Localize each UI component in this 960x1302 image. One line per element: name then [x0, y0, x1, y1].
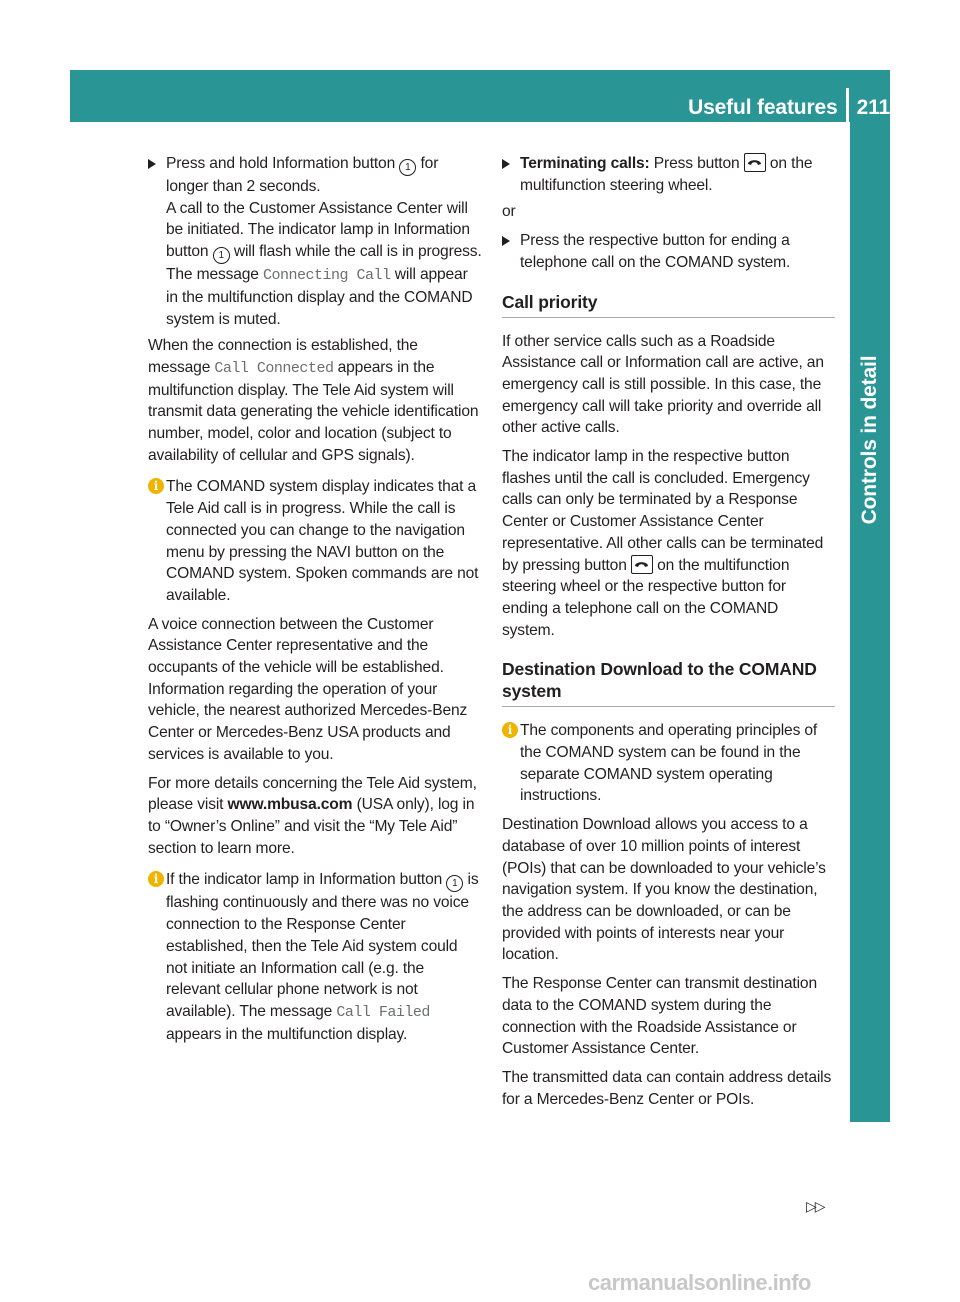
heading-destination-download: Destination Download to the COMAND system [502, 658, 835, 707]
info-button-number-icon: 1 [446, 875, 463, 892]
step-arrow-icon [148, 159, 156, 169]
paragraph-priority: If other service calls such as a Roadside Assistance call or Information call are active, an emergency call is still possible. In this case, the emergency call will take priority and override all other active calls. [502, 332, 824, 437]
side-tab-label: Controls in detail [858, 355, 882, 525]
step-press-info-button: Press and hold Information button 1 for longer than 2 seconds. A call to the Customer Assistance Center will be initiated. The indicator lamp in Information button 1 will flash while the call is in progress. The message Connecting Call will appear in the multifunction display and the COMAND system is muted. [148, 153, 482, 330]
info-note: i The COMAND system display indicates that a Tele Aid call is in progress. While the call is connected you can change to the navigation menu by pressing the NAVI button on the COMAND system. Spoken commands are not available. [148, 476, 482, 606]
display-message: Call Connected [214, 359, 334, 377]
continue-arrows-icon: ▷▷ [806, 1198, 824, 1214]
info-icon: i [148, 478, 164, 494]
paragraph-connected: When the connection is established, the message Call Connected appears in the multifunction display. The Tele Aid system will transmit data generating the vehicle identification number, model, color and location (subject to availability of cellular and GPS signals). [148, 337, 479, 464]
header [688, 88, 890, 122]
step-terminating-calls: Terminating calls: Press button on the multifunction steering wheel. [502, 153, 835, 196]
info-button-number-icon: 1 [213, 247, 230, 264]
right-column [502, 153, 835, 1117]
info-icon: i [502, 722, 518, 738]
display-message: Call Failed [336, 1003, 430, 1021]
paragraph-priority-terminate: The indicator lamp in the respective button flashes until the call is concluded. Emergency calls can only be terminated by a Response Center or Customer Assistance Center representative. All other calls can be terminated by pressing button on the multifunction steering wheel or the respective button for ending a telephone call on the COMAND system. [502, 448, 824, 639]
step-press-respective-button: Press the respective button for ending a telephone call on the COMAND system. [502, 230, 835, 273]
end-call-button-icon [744, 153, 766, 172]
info-button-number-icon: 1 [399, 159, 416, 176]
info-note: i The components and operating principles of the COMAND system can be found in the separate COMAND system operating instructions. [502, 720, 835, 807]
display-message: Connecting Call [263, 267, 391, 285]
info-icon: i [148, 871, 164, 887]
paragraph-download: Destination Download allows you access to a database of over 10 million points of interest (POIs) that can be downloaded to your vehicle’s navigation system. If you know the destination, the address can be downloaded, or can be provided with points of interests near your location. [502, 816, 826, 964]
heading-call-priority: Call priority [502, 291, 835, 318]
section-title: Useful features [688, 96, 838, 119]
paragraph-response-center: The Response Center can transmit destination data to the COMAND system during the connection with the Roadside Assistance or Customer Assistance Center. [502, 975, 817, 1058]
or-text: or [502, 203, 516, 221]
step-arrow-icon [502, 236, 510, 246]
step-arrow-icon [502, 159, 510, 169]
paragraph-voice: A voice connection between the Customer Assistance Center representative and the occupants of the vehicle will be established. Information regarding the operation of your vehicle, the nearest authorized Mercedes-Benz Center or Mercedes-Benz USA products and services is available to you. [148, 615, 468, 763]
page-number: 211 [856, 96, 890, 119]
paragraph-details: For more details concerning the Tele Aid system, please visit www.mbusa.com (USA only), log in to “Owner’s Online” and visit the “My Tele Aid” section to learn more. [148, 774, 477, 857]
left-column [148, 153, 482, 1052]
watermark: carmanualsonline.info [588, 1270, 811, 1295]
info-note: i If the indicator lamp in Information button 1 is flashing continuously and there was no voice connection to the Response Center established, then the Tele Aid system could not initiate an Information call (e.g. the relevant cellular phone network is not available). The message Call Failed appears in the multifunction display. [148, 869, 482, 1045]
end-call-button-icon [631, 555, 653, 574]
header-separator [846, 88, 849, 122]
side-tab [850, 122, 890, 1122]
paragraph-transmitted-data: The transmitted data can contain address details for a Mercedes-Benz Center or POIs. [502, 1068, 832, 1108]
website-url: www.mbusa.com [227, 796, 353, 814]
